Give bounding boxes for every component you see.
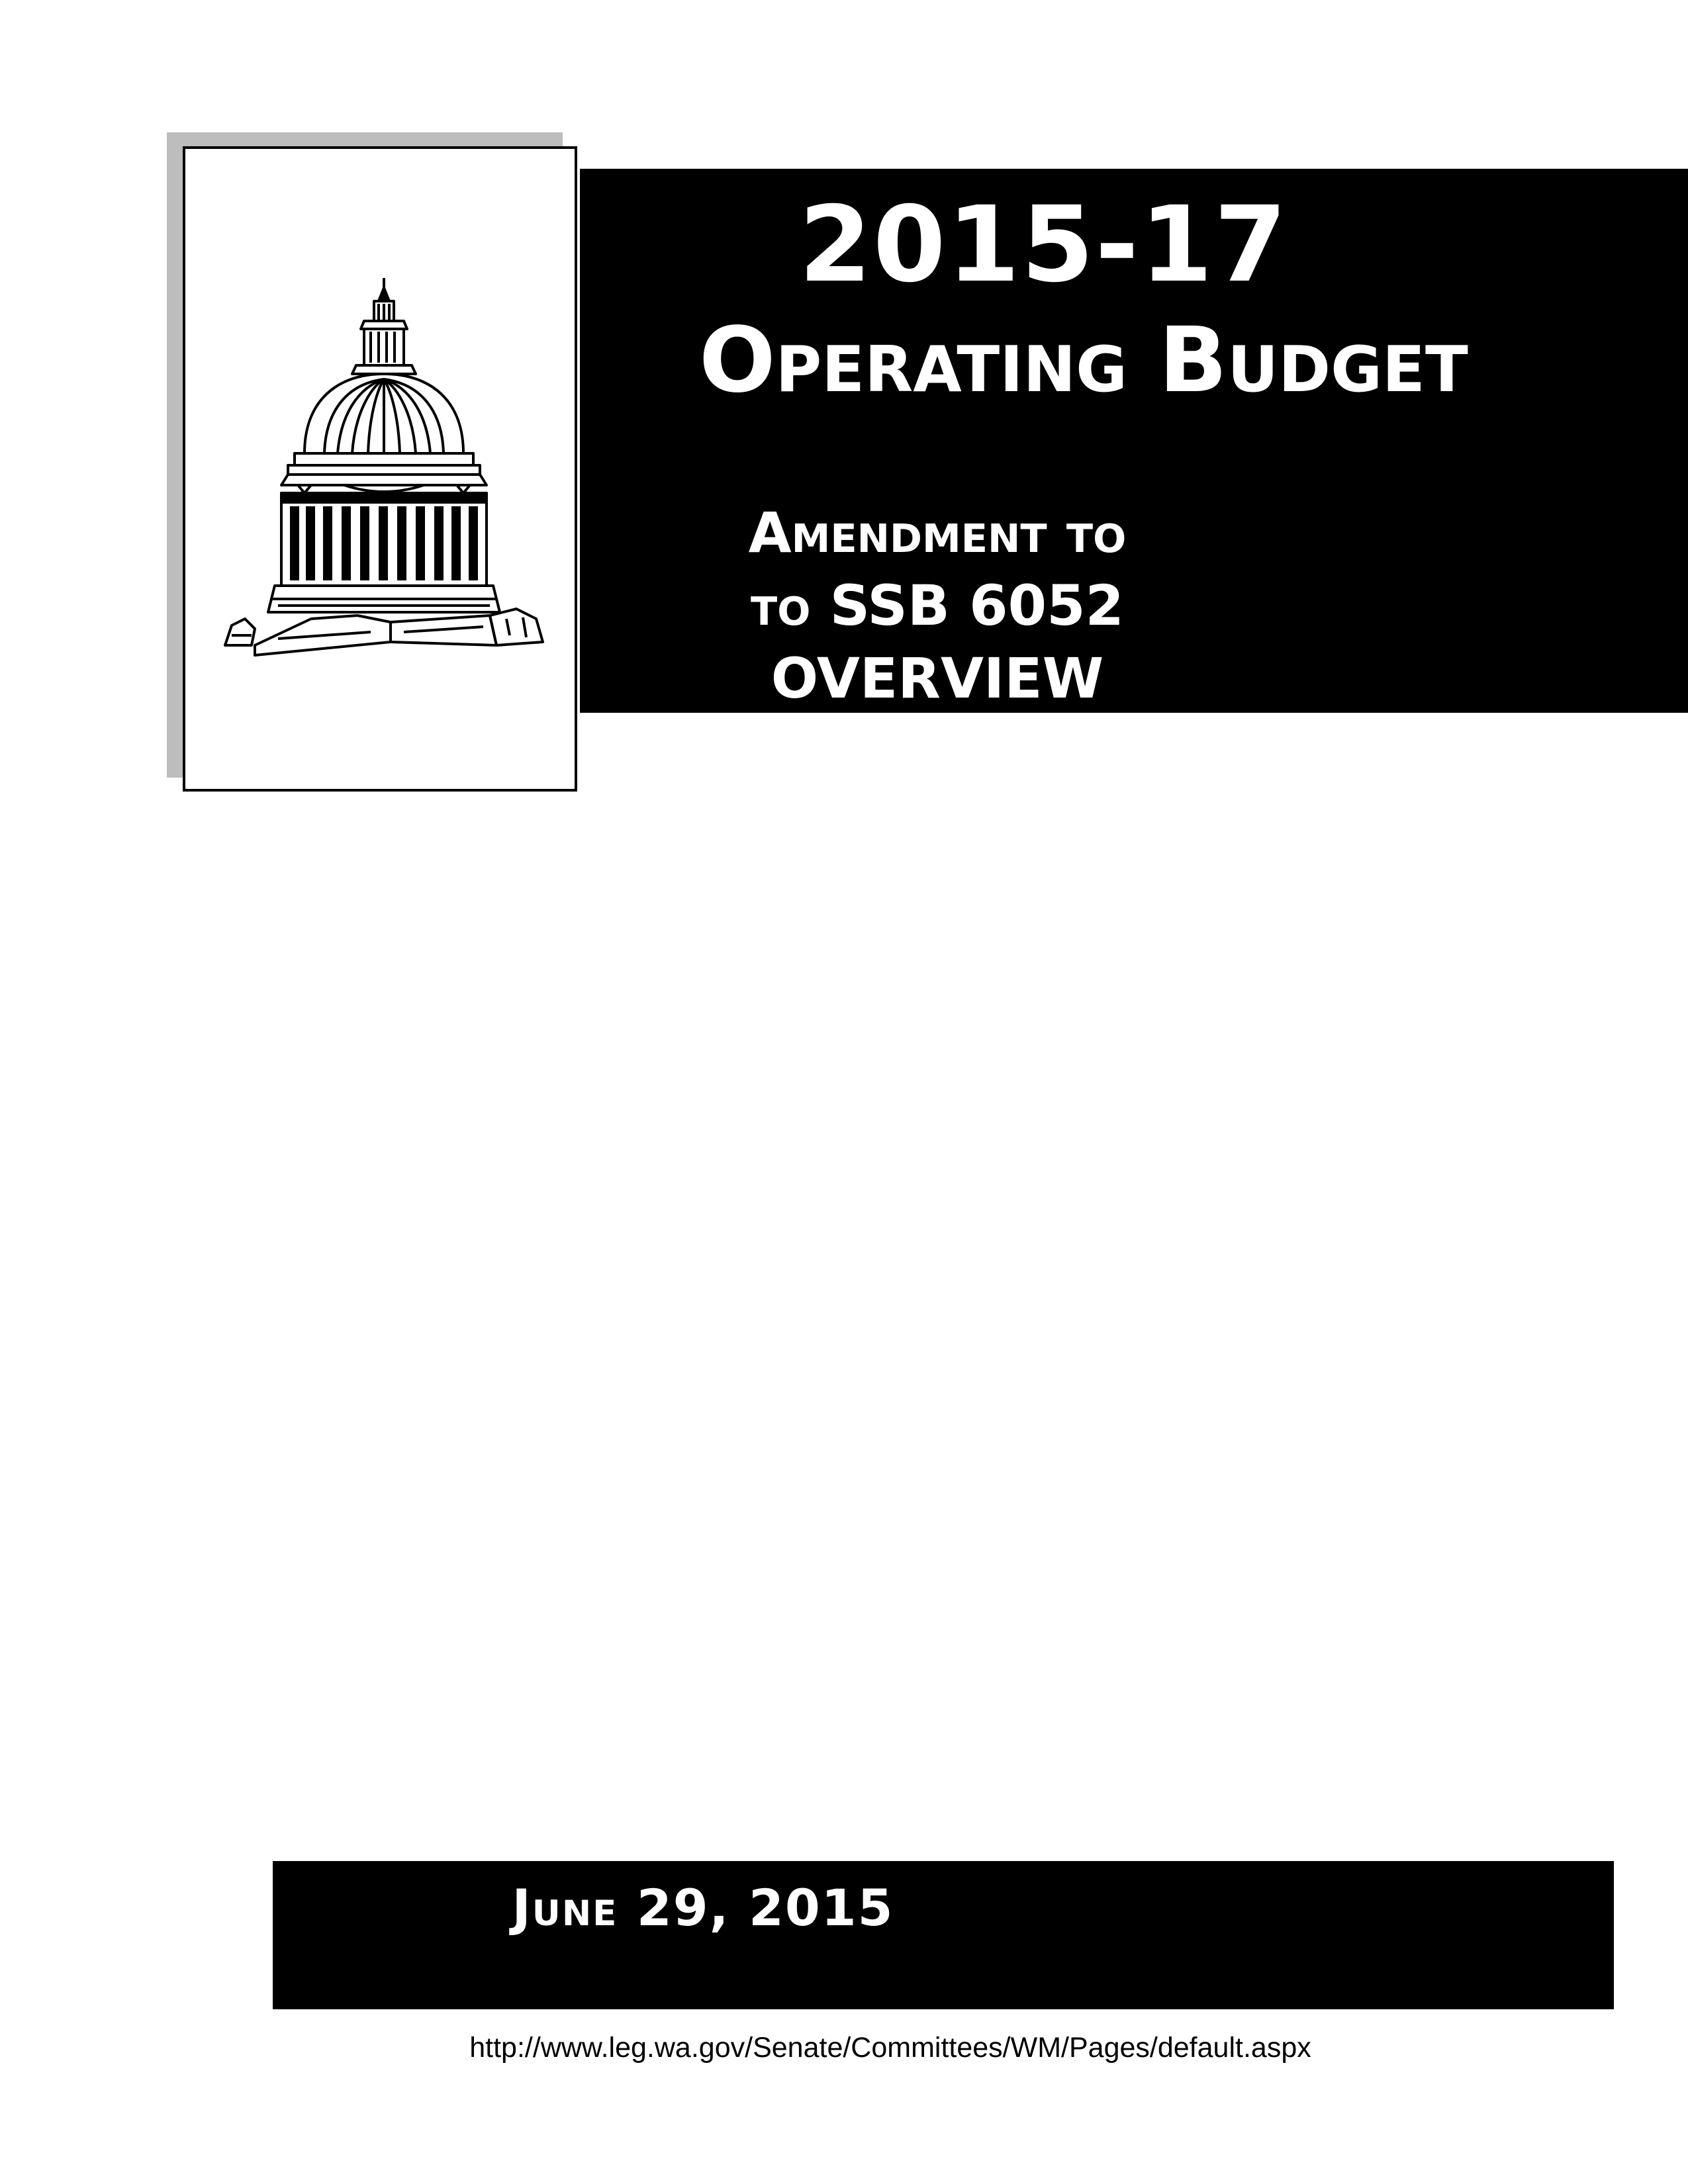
document-title: Operating Budget [699,308,1468,413]
document-year: 2015-17 [798,184,1288,306]
subtitle-line-1: Amendment to [748,500,1127,565]
capitol-dome-icon [205,275,563,672]
subtitle-line-3: OVERVIEW [771,646,1104,711]
document-date: June 29, 2015 [512,1878,894,1937]
illustration-frame [183,146,577,792]
date-banner [273,1861,1614,2009]
subtitle-line-2: to SSB 6052 [751,573,1124,638]
footer-url: http://www.leg.wa.gov/Senate/Committees/WM/Pages/default.aspx [469,2032,1311,2064]
title-banner [580,169,1688,713]
